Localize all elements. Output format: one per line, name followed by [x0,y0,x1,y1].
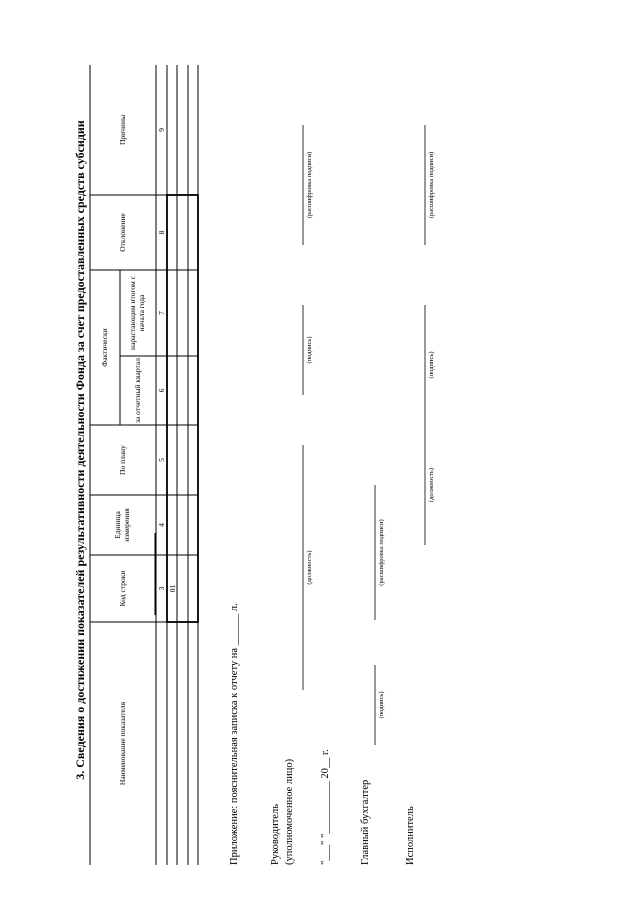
chief-accountant-label: Главный бухгалтер [360,779,371,865]
appendix-text: Приложение: пояснительная записка к отчету на ______ л. [229,603,240,865]
form-title: 3. Сведения о достижении показателей результативности деятельности Фонда за счет предоставленных средств субсидии [73,120,87,780]
executor-decode-caption: (расшифровка подписи) [428,151,435,219]
executor-position-caption: (должность) [428,467,435,503]
header-unit: Единица измерения [113,508,131,542]
accountant-signature-caption: (подпись) [378,691,385,719]
column-number-3: 3 [157,586,166,591]
column-number-5: 5 [157,458,166,462]
header-actual-cumulative: нарастающим итогом с начала года [128,276,146,350]
header-actual: Фактически [99,328,109,367]
header-deviation: Отклонение [117,213,127,252]
column-number-9: 9 [157,128,166,132]
header-plan: По плану [117,445,127,475]
column-number-7: 7 [157,311,166,315]
executor-signature-caption: (подпись) [428,351,435,379]
header-name: Наименование показателя [117,701,127,786]
column-number-8: 8 [157,230,166,235]
head-decode-caption: (расшифровка подписи) [306,151,313,219]
column-number-6: 6 [157,388,166,393]
column-number-4: 4 [157,523,166,527]
header-actual-quarter: за отчетный квартал [132,358,142,423]
header-reasons: Причины [117,114,127,146]
head-label-sub: (уполномоченное лицо) [284,758,295,865]
row-code-01: 01 [168,584,177,593]
accountant-decode-caption: (расшифровка подписи) [378,519,385,586]
head-label: Руководитель [270,804,281,865]
date-line: "___" "__________ 20__ г. [320,749,331,865]
head-signature-caption: (подпись) [306,336,313,364]
header-code: Код строки [117,570,127,607]
head-position-caption: (должность) [306,550,313,585]
executor-label: Исполнитель [405,806,416,865]
